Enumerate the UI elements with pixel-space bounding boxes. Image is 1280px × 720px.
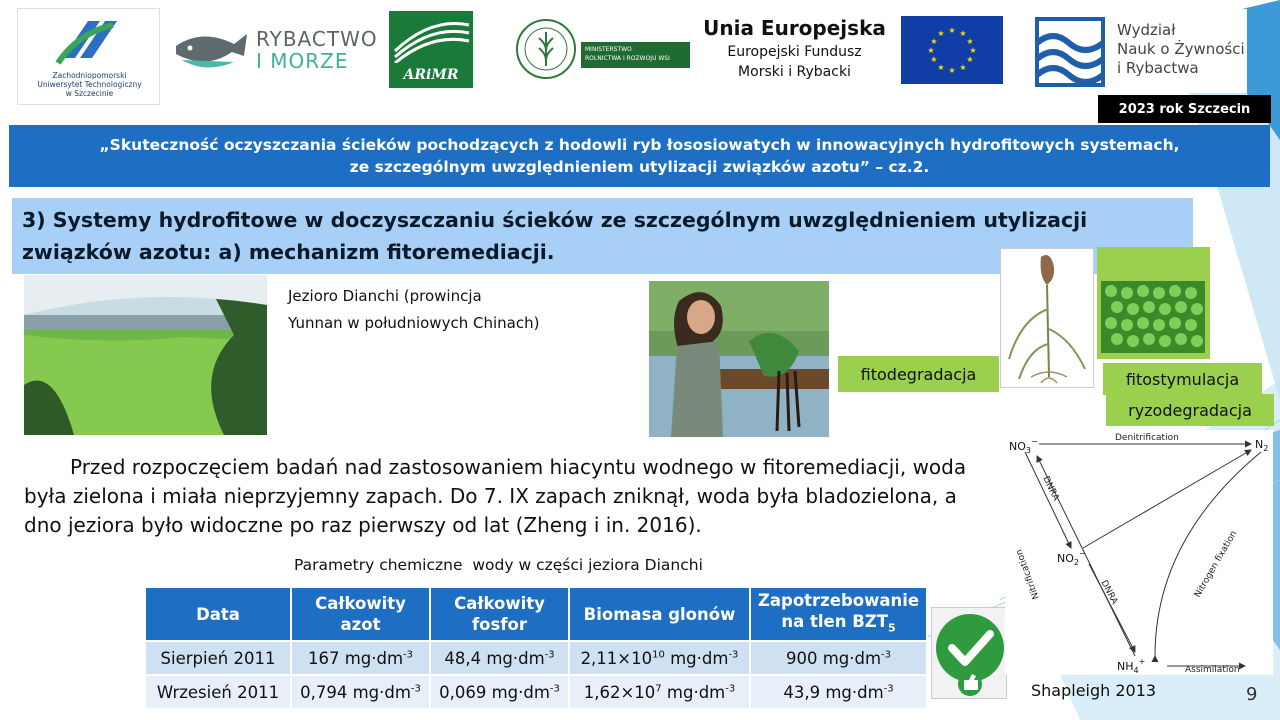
table-row <box>145 641 927 675</box>
ministry-line1: MINISTERSTWO <box>585 46 632 53</box>
cell-nitrogen: 167 $mg\cdot dm^{-3}$ <box>291 641 430 675</box>
eu-text-block <box>697 14 892 82</box>
cell-phosphorus: 0,069 $mg\cdot dm^{-3}$ <box>430 675 569 709</box>
svg-text:NH4+: $NH_4^+$ <box>1117 657 1146 675</box>
header-bod-line2: na tlen BZT <box>781 611 888 631</box>
svg-text:★: ★ <box>948 26 956 35</box>
section-line1: 3) Systemy hydrofitowe w doczyszczaniu ścieków ze szczególnym uwzględnieniem utylizacji <box>22 208 1088 232</box>
eu-flag <box>901 16 1003 84</box>
reed-plant-icon <box>1001 249 1095 389</box>
source-citation: Shapleigh 2013 <box>1031 681 1157 700</box>
zut-line2: Uniwersytet Technologiczny <box>37 80 142 89</box>
photo-caption-line2: Yunnan w południowych Chinach) <box>288 314 540 332</box>
svg-text:★: ★ <box>959 29 967 38</box>
eu-stars-icon <box>901 16 1003 84</box>
svg-text:Assimilation: Assimilation <box>1185 665 1240 675</box>
label-fitostymulacja: fitostymulacja <box>1103 363 1262 395</box>
faculty-logo <box>1017 9 1247 93</box>
nitrogen-cycle-diagram <box>1005 430 1273 675</box>
cell-phosphorus: 48,4 $mg\cdot dm^{-3}$ <box>430 641 569 675</box>
lake-photo <box>24 275 267 435</box>
photo-caption-line1: Jezioro Dianchi (prowincja <box>288 287 482 305</box>
title-line1: „Skuteczność oczyszczania ścieków pochodzących z hodowli ryb łososiowatych w innowacyjnych hydrofitowych systemach, <box>99 136 1180 154</box>
zut-line1: Zachodniopomorski <box>52 71 127 80</box>
table-row <box>145 675 927 709</box>
svg-text:★: ★ <box>930 55 938 64</box>
svg-text:★: ★ <box>927 46 935 55</box>
svg-text:★: ★ <box>930 37 938 46</box>
header-algae: Biomasa glonów <box>569 587 750 641</box>
header-phosphorus <box>430 587 569 641</box>
zut-logo <box>17 8 160 105</box>
chemistry-table <box>144 586 928 710</box>
header-nitrogen-line2: azot <box>340 615 381 634</box>
lake-image <box>24 275 267 435</box>
header-phosphorus-line1: Całkowity <box>454 594 545 613</box>
svg-text:Denitrification: Denitrification <box>1115 433 1179 443</box>
arimr-logo <box>389 11 473 88</box>
hyacinth-photo <box>649 281 829 437</box>
checkmark-icon <box>931 607 1007 699</box>
page-number: 9 <box>1246 684 1258 705</box>
cell-algae: $1,62\times 10^7$ $mg\cdot dm^{-3}$ <box>569 675 750 709</box>
svg-text:★: ★ <box>969 46 977 55</box>
ministry-seal-icon <box>515 18 577 80</box>
reed-illustration <box>1000 248 1094 388</box>
svg-text:★: ★ <box>937 63 945 72</box>
ministry-logo <box>515 18 690 82</box>
cell-nitrogen: 0,794 $mg\cdot dm^{-3}$ <box>291 675 430 709</box>
cell-bod: 43,9 $mg\cdot dm^{-3}$ <box>750 675 927 709</box>
body-paragraph: Przed rozpoczęciem badań nad zastosowaniem hiacyntu wodnego w fitoremediacji, woda była zielona i miała nieprzyjemny zapach. Do 7. IX zapach zniknął, woda była bladozielona, a dno jeziora było widoczne po raz pierwszy od lat (Zheng i in. 2016). <box>24 455 967 537</box>
eu-title: Unia Europejska <box>703 16 886 40</box>
eu-subtitle-2: Morski i Rybacki <box>738 64 851 80</box>
section-line2: związków azotu: a) mechanizm fitoremediacji. <box>22 240 555 264</box>
hyacinth-image <box>649 281 829 437</box>
svg-text:★: ★ <box>959 63 967 72</box>
svg-text:★: ★ <box>966 55 974 64</box>
rybactwo-line1: RYBACTWO <box>256 27 378 51</box>
header-bod <box>750 587 927 641</box>
title-line2: ze szczególnym uwzględnieniem utylizacji związków azotu” – cz.2. <box>349 158 930 176</box>
rybactwo-line2: I MORZE <box>256 49 349 73</box>
header-bod-subscript: 5 <box>888 621 896 635</box>
label-ryzodegradacja: ryzodegradacja <box>1106 394 1274 426</box>
duckweed-image <box>1097 247 1210 359</box>
table-header-row <box>145 587 927 641</box>
eu-subtitle-1: Europejski Fundusz <box>727 44 862 60</box>
header-nitrogen <box>291 587 430 641</box>
cell-date: Sierpień 2011 <box>145 641 291 675</box>
svg-text:DNRA: DNRA <box>1040 474 1061 503</box>
svg-text:NO2−: $NO_2^-$ <box>1057 549 1086 567</box>
header-nitrogen-line1: Całkowity <box>315 594 406 613</box>
field-icon <box>389 11 473 63</box>
label-fitodegradacja: fitodegradacja <box>838 356 999 392</box>
duckweed-photo <box>1097 247 1210 359</box>
svg-text:★: ★ <box>948 66 956 75</box>
cell-date: Wrzesień 2011 <box>145 675 291 709</box>
svg-text:DNRA: DNRA <box>1098 578 1120 607</box>
svg-text:N2: $N_2$ <box>1255 438 1269 453</box>
zut-line3: w Szczecinie <box>65 89 114 98</box>
arimr-text: ARiMR <box>403 67 459 83</box>
zut-logo-mark <box>18 13 161 73</box>
faculty-line3: i Rybactwa <box>1117 59 1199 77</box>
svg-text:NO3−: $NO_3^-$ <box>1009 437 1038 455</box>
rybactwo-logo <box>170 20 380 80</box>
cell-algae: $2,11\times 10^{10}$ $mg\cdot dm^{-3}$ <box>569 641 750 675</box>
year-tag: 2023 rok Szczecin <box>1098 95 1271 123</box>
svg-text:★: ★ <box>937 29 945 38</box>
svg-text:Nitrogen fixation: Nitrogen fixation <box>1192 529 1240 600</box>
table-title: Parametry chemiczne wody w części jeziora Dianchi <box>294 556 703 574</box>
svg-text:Nitrification: Nitrification <box>1014 547 1042 601</box>
ministry-line2: ROLNICTWA I ROZWOJU WSI <box>585 55 670 62</box>
thumbs-up-check-icon <box>932 608 1008 700</box>
waves-icon <box>1035 17 1105 87</box>
presentation-title <box>9 125 1270 187</box>
cell-bod: 900 $mg\cdot dm^{-3}$ <box>750 641 927 675</box>
header-date: Data <box>145 587 291 641</box>
photo-caption <box>288 283 539 337</box>
faculty-line1: Wydział <box>1117 21 1176 39</box>
fish-icon <box>172 26 252 76</box>
nitrogen-cycle-svg <box>1005 430 1273 675</box>
header-bod-line1: Zapotrzebowanie <box>757 590 920 610</box>
faculty-line2: Nauk o Żywności <box>1117 40 1245 58</box>
header-phosphorus-line2: fosfor <box>472 615 527 634</box>
svg-text:★: ★ <box>966 37 974 46</box>
